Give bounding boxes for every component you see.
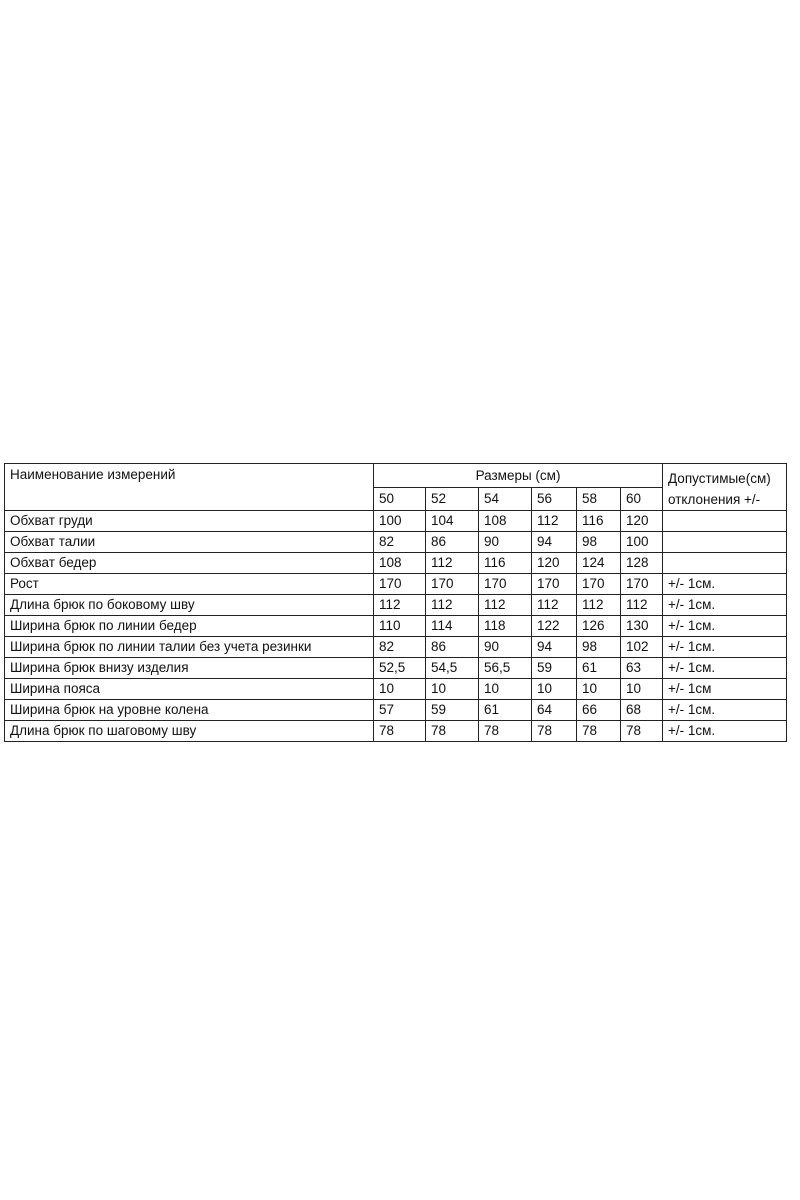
size-header-cell: 58: [577, 488, 621, 511]
size-chart-table: [4, 463, 787, 742]
size-value-cell: 59: [532, 658, 577, 679]
size-value-cell: 10: [577, 679, 621, 700]
table-row: [5, 616, 787, 637]
size-value-cell: 52,5: [374, 658, 426, 679]
measurement-name-header: Наименование измерений: [5, 464, 374, 511]
size-value-cell: 90: [479, 532, 532, 553]
table-row: [5, 658, 787, 679]
size-value-cell: 86: [426, 532, 479, 553]
size-value-cell: 94: [532, 637, 577, 658]
size-value-cell: 130: [621, 616, 663, 637]
size-header-cell: 50: [374, 488, 426, 511]
measurement-name: Длина брюк по шаговому шву: [5, 721, 374, 742]
measurement-name: Обхват груди: [5, 511, 374, 532]
size-value-cell: 112: [374, 595, 426, 616]
size-value-cell: 98: [577, 637, 621, 658]
size-value-cell: 170: [374, 574, 426, 595]
measurement-name: Ширина брюк по линии бедер: [5, 616, 374, 637]
size-value-cell: 128: [621, 553, 663, 574]
size-value-cell: 116: [577, 511, 621, 532]
table-row: [5, 595, 787, 616]
size-value-cell: 170: [426, 574, 479, 595]
size-value-cell: 170: [479, 574, 532, 595]
size-value-cell: 94: [532, 532, 577, 553]
size-value-cell: 112: [479, 595, 532, 616]
size-value-cell: 10: [532, 679, 577, 700]
size-value-cell: 63: [621, 658, 663, 679]
header-row-1: [5, 464, 787, 488]
measurement-name: Ширина пояса: [5, 679, 374, 700]
measurement-name: Обхват талии: [5, 532, 374, 553]
size-value-cell: 78: [577, 721, 621, 742]
measurement-name: Ширина брюк внизу изделия: [5, 658, 374, 679]
tolerance-cell: [663, 511, 787, 532]
table-row: [5, 553, 787, 574]
size-header-cell: 54: [479, 488, 532, 511]
size-header-cell: 60: [621, 488, 663, 511]
tolerance-cell: [663, 532, 787, 553]
size-value-cell: 170: [621, 574, 663, 595]
table-row: [5, 721, 787, 742]
size-value-cell: 124: [577, 553, 621, 574]
size-value-cell: 104: [426, 511, 479, 532]
sizes-header: Размеры (см): [374, 464, 663, 488]
size-value-cell: 112: [532, 595, 577, 616]
table-row: [5, 637, 787, 658]
tolerance-cell: +/- 1см.: [663, 637, 787, 658]
size-value-cell: 120: [532, 553, 577, 574]
size-value-cell: 78: [426, 721, 479, 742]
size-value-cell: 170: [577, 574, 621, 595]
measurement-name: Обхват бедер: [5, 553, 374, 574]
size-value-cell: 61: [577, 658, 621, 679]
tolerance-header: [663, 464, 787, 511]
size-value-cell: 112: [426, 595, 479, 616]
table-row: [5, 532, 787, 553]
size-value-cell: 86: [426, 637, 479, 658]
size-value-cell: 54,5: [426, 658, 479, 679]
size-value-cell: 100: [621, 532, 663, 553]
size-value-cell: 100: [374, 511, 426, 532]
size-value-cell: 78: [621, 721, 663, 742]
table-row: [5, 700, 787, 721]
size-header-cell: 52: [426, 488, 479, 511]
size-value-cell: 116: [479, 553, 532, 574]
size-value-cell: 112: [577, 595, 621, 616]
size-value-cell: 78: [532, 721, 577, 742]
size-value-cell: 57: [374, 700, 426, 721]
size-value-cell: 112: [426, 553, 479, 574]
tolerance-header-line2: отклонения +/-: [668, 492, 761, 507]
tolerance-header-line1: Допустимые(см): [668, 471, 771, 486]
size-value-cell: 112: [532, 511, 577, 532]
tolerance-cell: +/- 1см.: [663, 616, 787, 637]
size-value-cell: 10: [426, 679, 479, 700]
size-value-cell: 122: [532, 616, 577, 637]
tolerance-cell: +/- 1см.: [663, 574, 787, 595]
size-value-cell: 10: [479, 679, 532, 700]
size-value-cell: 78: [479, 721, 532, 742]
measurement-name: Ширина брюк на уровне колена: [5, 700, 374, 721]
tolerance-cell: +/- 1см: [663, 679, 787, 700]
size-value-cell: 78: [374, 721, 426, 742]
size-value-cell: 98: [577, 532, 621, 553]
size-value-cell: 59: [426, 700, 479, 721]
size-value-cell: 61: [479, 700, 532, 721]
table-row: [5, 679, 787, 700]
measurement-name: Ширина брюк по линии талии без учета резинки: [5, 637, 374, 658]
measurement-name: Рост: [5, 574, 374, 595]
table-row: [5, 574, 787, 595]
size-value-cell: 90: [479, 637, 532, 658]
tolerance-cell: +/- 1см.: [663, 721, 787, 742]
size-value-cell: 10: [374, 679, 426, 700]
size-value-cell: 82: [374, 532, 426, 553]
size-value-cell: 82: [374, 637, 426, 658]
size-value-cell: 108: [374, 553, 426, 574]
size-value-cell: 126: [577, 616, 621, 637]
size-value-cell: 102: [621, 637, 663, 658]
tolerance-cell: +/- 1см.: [663, 658, 787, 679]
size-value-cell: 120: [621, 511, 663, 532]
size-value-cell: 112: [621, 595, 663, 616]
size-value-cell: 66: [577, 700, 621, 721]
size-value-cell: 170: [532, 574, 577, 595]
size-value-cell: 68: [621, 700, 663, 721]
size-header-cell: 56: [532, 488, 577, 511]
measurement-name: Длина брюк по боковому шву: [5, 595, 374, 616]
size-value-cell: 118: [479, 616, 532, 637]
size-value-cell: 56,5: [479, 658, 532, 679]
size-value-cell: 110: [374, 616, 426, 637]
size-value-cell: 64: [532, 700, 577, 721]
tolerance-cell: [663, 553, 787, 574]
tolerance-cell: +/- 1см.: [663, 700, 787, 721]
size-value-cell: 10: [621, 679, 663, 700]
size-value-cell: 108: [479, 511, 532, 532]
table-row: [5, 511, 787, 532]
size-value-cell: 114: [426, 616, 479, 637]
tolerance-cell: +/- 1см.: [663, 595, 787, 616]
